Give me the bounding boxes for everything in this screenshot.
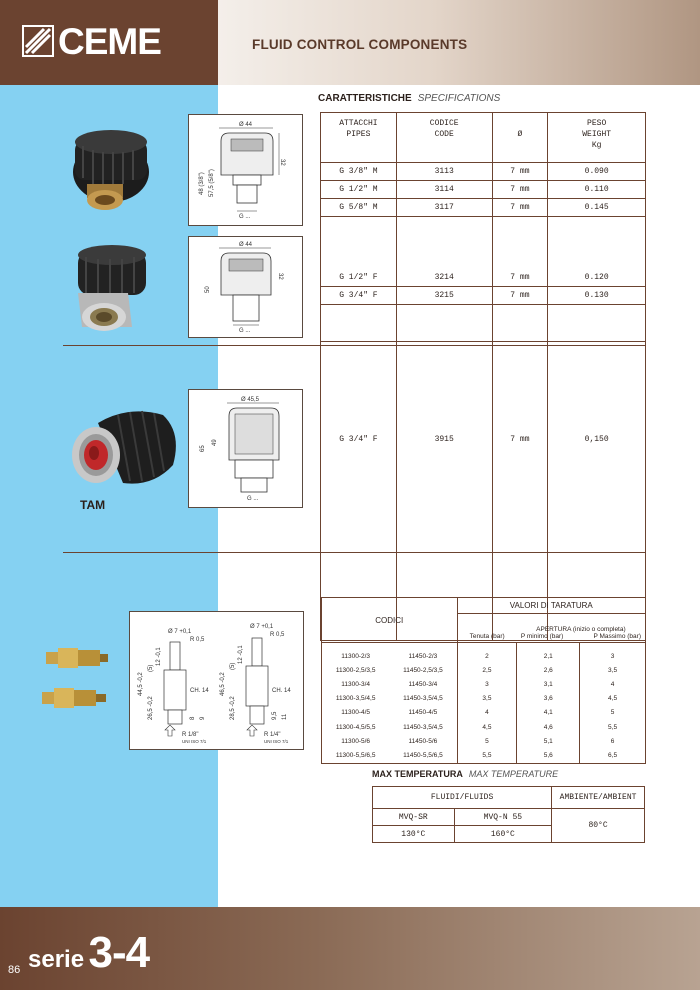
product-photo-female-fitting (68, 243, 156, 335)
apertura-label: APERTURA (inizio o completa) (536, 626, 626, 633)
valve-cell: 5,5 (482, 751, 492, 759)
product-photo-tam-fitting (68, 403, 183, 493)
table-row: G 1/2" M 3114 7 mm 0.110 (321, 181, 646, 199)
valve-cell: 5 (485, 737, 489, 745)
d2-h1: 50 (205, 286, 211, 293)
d4-right-b2: 11 (282, 713, 288, 720)
d2-width: Ø 44 (239, 242, 253, 248)
valve-cell: 11300-5,5/6,5 (335, 751, 376, 759)
d4-left-hsub: 26,5 -0,2 (148, 696, 154, 720)
valve-cell: 2,5 (482, 666, 492, 674)
d1-h1: 48 (3/8") (199, 172, 205, 195)
d4-left-htotal: 44,5 -0,2 (138, 672, 144, 696)
table-row: G 3/4" F 3915 7 mm 0,150 (321, 342, 646, 641)
valve-cell: 11300-2,5/3,5 (335, 666, 376, 674)
d4-right-htotal: 46,5 -0,2 (220, 672, 226, 696)
ceme-logo-mark-icon (22, 25, 54, 57)
valve-cell: 4,5 (482, 723, 492, 731)
fluids-header: FLUIDI/FLUIDS (373, 787, 552, 809)
valve-cell: 4 (485, 709, 489, 717)
pmax-header: P Massimo (bar) (593, 633, 641, 640)
spec-header-row (321, 113, 646, 163)
technical-drawing-female-fitting (188, 236, 303, 338)
technical-drawing-male-fitting (188, 114, 303, 226)
d3-thread: G ... (247, 496, 259, 502)
d1-thread: G ... (239, 214, 251, 220)
product-photo-relief-valves (40, 640, 112, 724)
d2-thread: G ... (239, 328, 251, 334)
d4-left-flow-arrow-icon (165, 725, 175, 736)
valve-cell: 2 (485, 652, 489, 660)
table-row: G 3/4" F 3215 7 mm 0.130 (321, 287, 646, 305)
series-number: 3-4 (88, 928, 150, 977)
spec-caption (318, 93, 500, 104)
table-row (322, 692, 646, 706)
spec-col-pipes: ATTACCHI PIPES (321, 113, 397, 163)
series-label (28, 928, 149, 978)
d4-right-d1: (5) (230, 662, 236, 670)
temperature-caption-it: MAX TEMPERATURA (372, 769, 463, 779)
product-photo-male-fitting (65, 120, 157, 216)
valve-cell: 11300-4/5 (341, 709, 371, 717)
d2-h3: 32 (277, 273, 283, 280)
spec-caption-it: CARATTERISTICHE (318, 93, 412, 104)
valve-cell: 6,5 (580, 748, 646, 763)
valve-cell: 11300-4,5/5,5 (335, 723, 376, 731)
d4-left-d1: (5) (148, 664, 154, 672)
valve-cell: 3,1 (517, 677, 580, 691)
codici-header: CODICI (322, 598, 458, 643)
spec-col-diameter: Ø (492, 113, 548, 163)
valve-cell: 11450-3,5/4,5 (389, 720, 457, 734)
valve-cell: 11300-3,5/4,5 (335, 695, 376, 703)
valve-cell: 11450-3/4 (389, 677, 457, 691)
spec-col-code: CODICE CODE (396, 113, 492, 163)
temperature-caption-en: MAX TEMPERATURE (468, 769, 559, 779)
valve-cell: 6 (580, 734, 646, 748)
specifications-table (320, 112, 646, 641)
valve-cell: 2,1 (517, 643, 580, 664)
valve-cell: 4,6 (517, 720, 580, 734)
ambient-header: AMBIENTE/AMBIENT (552, 787, 645, 809)
valve-cell: 11300-3/4 (341, 680, 371, 688)
page-title: FLUID CONTROL COMPONENTS (252, 37, 468, 52)
table-row (322, 734, 646, 748)
apertura-header (517, 614, 646, 643)
valve-cell: 3,5 (580, 663, 646, 677)
spec-caption-en: SPECIFICATIONS (417, 93, 501, 104)
valve-cell: 4,1 (517, 706, 580, 720)
ambient-value: 80°C (552, 809, 645, 843)
d4-right-r: R 0,5 (270, 632, 285, 638)
valve-cell: 11450-5/6 (389, 734, 457, 748)
max-temperature-table (372, 786, 645, 843)
d4-right-b1: 9,5 (272, 711, 278, 720)
d1-width: Ø 44 (239, 122, 253, 128)
valve-cell: 11300-5/6 (341, 737, 371, 745)
d4-left-ch: CH. 14 (190, 688, 209, 694)
d3-h1: 65 (200, 445, 206, 452)
table-row (322, 748, 646, 763)
valve-cell: 3 (485, 680, 489, 688)
d3-width: Ø 45,5 (241, 397, 260, 403)
valve-cell: 11450-3,5/4,5 (389, 692, 457, 706)
section-divider (63, 345, 645, 346)
tam-label: TAM (80, 498, 106, 512)
fluid-val-mvq-sr: 130°C (373, 826, 455, 843)
valve-cell: 5,6 (517, 748, 580, 763)
fluid-col-mvq-sr: MVQ-SR (373, 809, 455, 826)
fluid-val-mvq-n55: 160°C (454, 826, 552, 843)
d4-right-std: UNI ISO 7/1 (264, 739, 289, 744)
technical-drawing-tam-fitting (188, 389, 303, 508)
table-row (322, 663, 646, 677)
technical-drawing-relief-valves (129, 611, 304, 750)
d4-right-ch: CH. 14 (272, 688, 291, 694)
table-row: G 3/8" M 3113 7 mm 0.090 (321, 163, 646, 181)
valve-cell: 5 (580, 706, 646, 720)
d4-left-thread: R 1/8" (182, 732, 199, 738)
ceme-logo (22, 20, 192, 62)
spec-col-weight: PESO WEIGHT Kg (548, 113, 646, 163)
d4-left-top: Ø 7 +0,1 (168, 629, 192, 635)
d4-left-b2: 9 (200, 716, 206, 720)
d4-right-top: Ø 7 +0,1 (250, 624, 274, 630)
section-divider (63, 552, 645, 553)
d4-right-hsub: 28,5 -0,2 (230, 696, 236, 720)
table-row (322, 677, 646, 691)
valve-cell: 11300-2/3 (341, 652, 371, 660)
table-row (322, 706, 646, 720)
d4-left-b1: 8 (190, 716, 196, 720)
valve-cell: 11450-4/5 (389, 706, 457, 720)
valve-cell: 4,5 (580, 692, 646, 706)
valve-cell: 5,1 (517, 734, 580, 748)
d4-right-flow-arrow-icon (247, 725, 257, 736)
table-row: G 1/2" F 3214 7 mm 0.120 (321, 269, 646, 287)
valve-cell: 2,6 (517, 663, 580, 677)
valve-cell: 4 (580, 677, 646, 691)
valve-cell: 5,5 (580, 720, 646, 734)
valve-cell: 11450-2,5/3,5 (389, 663, 457, 677)
tenuta-header: Tenuta (bar) (457, 614, 517, 643)
table-row (322, 720, 646, 734)
d4-right-thread: R 1/4" (264, 732, 281, 738)
table-spacer-row (321, 305, 646, 342)
valve-cell: 3,6 (517, 692, 580, 706)
d4-left-r: R 0,5 (190, 637, 205, 643)
series-word: serie (28, 946, 85, 973)
table-spacer-row (321, 217, 646, 270)
d3-h2: 49 (212, 439, 218, 446)
pmin-header: P minimo (bar) (520, 633, 564, 640)
brand-name: CEME (58, 20, 161, 62)
table-row: G 5/8" M 3117 7 mm 0.145 (321, 199, 646, 217)
calibration-values-table (321, 597, 646, 764)
valve-cell: 11450-2/3 (389, 643, 457, 664)
d4-right-d2: 12 -0,1 (238, 645, 244, 664)
valve-cell: 3,5 (482, 695, 492, 703)
d4-left-d2: 12 -0,1 (156, 647, 162, 666)
calibration-header: VALORI DI TARATURA (457, 598, 645, 614)
table-row (322, 643, 646, 664)
valve-cell: 11450-5,5/6,5 (389, 748, 457, 763)
valve-cell: 3 (580, 643, 646, 664)
fluid-col-mvq-n55: MVQ-N 55 (454, 809, 552, 826)
temperature-caption (372, 769, 558, 779)
d4-left-std: UNI ISO 7/1 (182, 739, 207, 744)
page-number: 86 (8, 964, 21, 976)
d1-h3: 32 (279, 159, 285, 166)
d1-h2: 57,5 (5/8") (209, 169, 215, 197)
